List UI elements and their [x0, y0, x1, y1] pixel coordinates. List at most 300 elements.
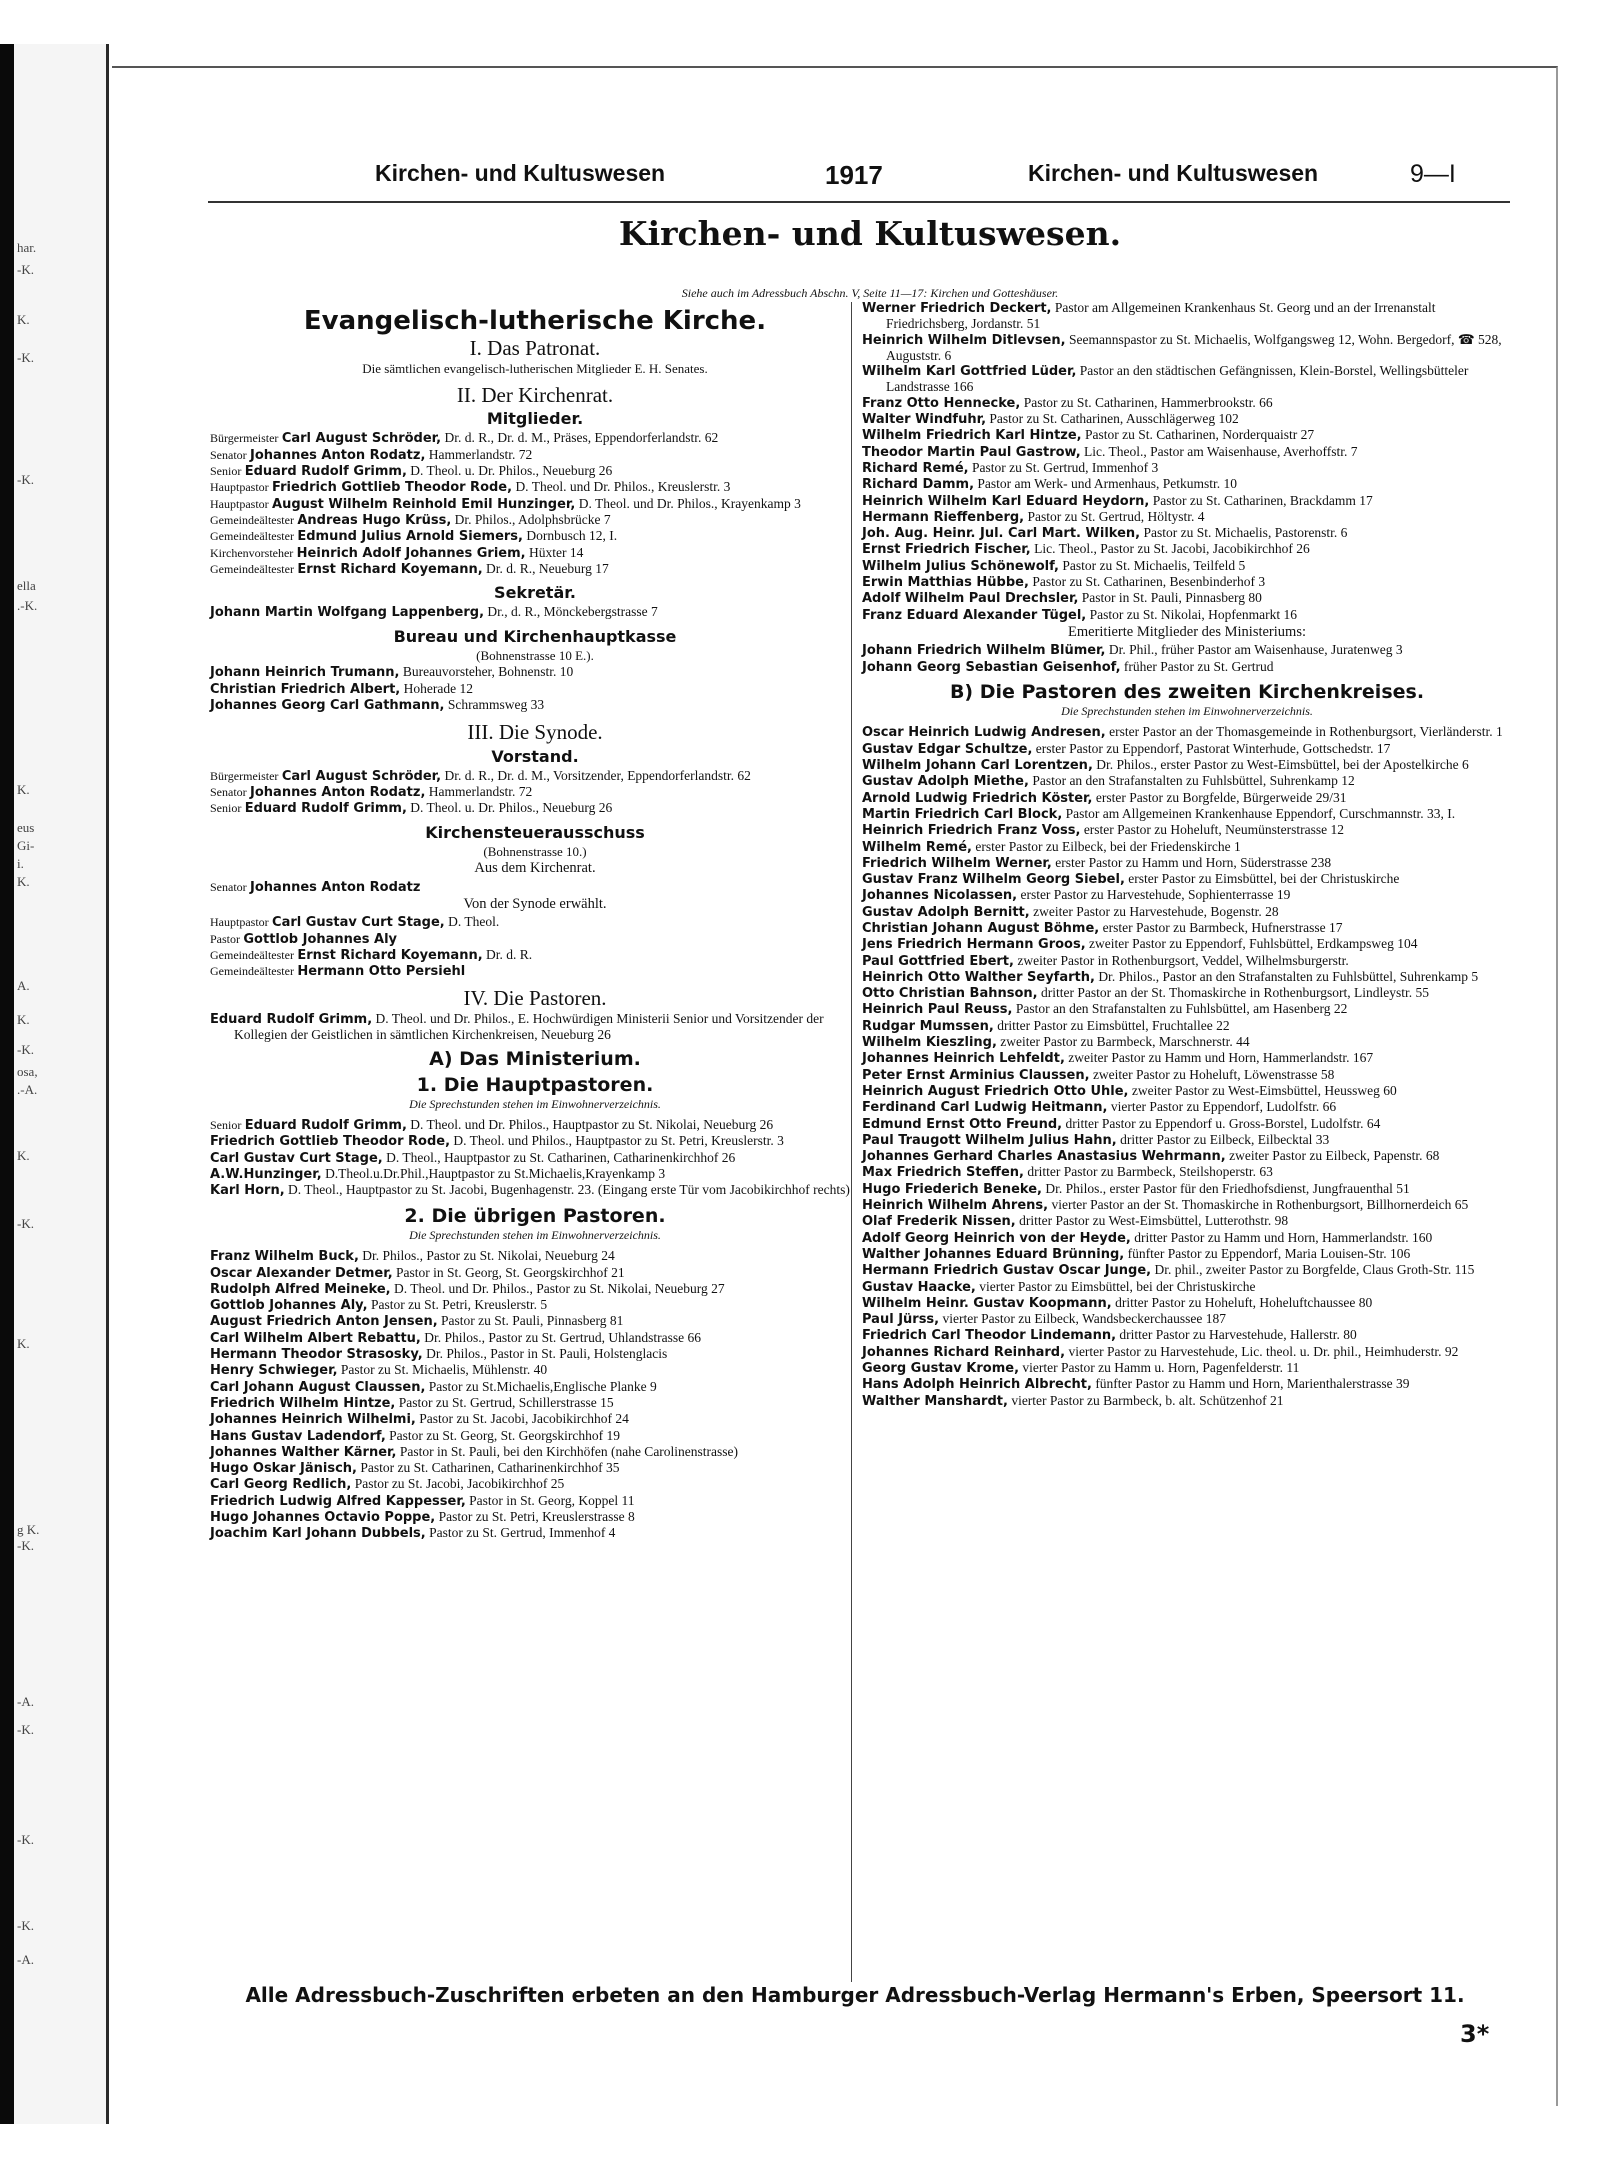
entry-name: Wilhelm Heinr. Gustav Koopmann,: [862, 1295, 1112, 1311]
directory-entry: [210, 1117, 860, 1133]
entry-name: Carl Gustav Curt Stage,: [272, 915, 445, 931]
entry-name: Oscar Heinrich Ludwig Andresen,: [862, 725, 1106, 741]
entry-details: Bureauvorsteher, Bohnenstr. 10: [402, 664, 574, 680]
entry-details: vierter Pastor zu Eimsbüttel, bei der Christuskirche: [979, 1278, 1256, 1294]
entry-name: Carl Johann August Claussen,: [210, 1379, 426, 1395]
entry-name: Walter Windfuhr,: [862, 412, 987, 428]
directory-entry: [210, 963, 860, 979]
entry-details: vierter Pastor zu Eilbeck, Wandsbeckerchaussee 187: [942, 1311, 1227, 1327]
part-description: Die sämtlichen evangelisch-lutherischen Mitglieder E. H. Senates.: [362, 360, 708, 376]
previous-page-fragment: -K.: [17, 350, 34, 365]
entry-name: Friedrich Wilhelm Hintze,: [210, 1395, 396, 1411]
entry-name: Rudolph Alfred Meineke,: [210, 1281, 391, 1297]
directory-entry: [210, 1330, 860, 1346]
directory-entry: [862, 1230, 1512, 1246]
part-heading: IV. Die Pastoren.: [463, 986, 607, 1011]
directory-entry: [210, 1493, 860, 1509]
directory-entry: [210, 1346, 860, 1362]
entry-details: zweiter Pastor zu West-Eimsbüttel, Heussweg 60: [1131, 1082, 1397, 1098]
previous-page-fragment: K.: [17, 312, 30, 327]
entry-details: erster Pastor zu Hamm und Horn, Süderstrasse 238: [1055, 854, 1332, 870]
entry-name: Johannes Walther Kärner,: [210, 1444, 397, 1460]
entry-name: Eduard Rudolf Grimm,: [244, 1118, 407, 1134]
directory-entry: [862, 558, 1512, 574]
entry-name: Johannes Heinrich Lehfeldt,: [862, 1051, 1065, 1067]
entry-details: fünfter Pastor zu Hamm und Horn, Marienthalerstrasse 39: [1095, 1376, 1410, 1392]
entry-name: Gustav Adolph Bernitt,: [862, 904, 1030, 920]
entry-name: Gustav Adolph Miethe,: [862, 774, 1029, 790]
entry-title: Senator: [210, 785, 247, 800]
previous-page-fragment: -K.: [17, 1918, 34, 1933]
directory-entry: [862, 332, 1512, 364]
entry-details: Dr. Philos., Pastor zu St. Gertrud, Uhlandstrasse 66: [424, 1329, 701, 1345]
entry-details: D. Theol., Hauptpastor zu St. Catharinen, Catharinenkirchhof 26: [386, 1149, 736, 1165]
entry-details: Pastor zu St. Petri, Kreuslerstr. 5: [370, 1297, 548, 1313]
directory-entry: [210, 1265, 860, 1281]
entry-title: Gemeindeältester: [210, 964, 294, 979]
directory-entry: [210, 697, 860, 713]
entry-name: Wilhelm Remé,: [862, 839, 972, 855]
entry-details: Pastor zu St. Michaelis, Mühlenstr. 40: [340, 1362, 548, 1378]
entry-name: Wilhelm Friedrich Karl Hintze,: [862, 428, 1082, 444]
entry-name: Gustav Haacke,: [862, 1279, 976, 1295]
entry-details: Pastor zu St. Catharinen, Norderquaistr 27: [1085, 427, 1315, 443]
part-heading: II. Der Kirchenrat.: [456, 382, 614, 407]
directory-entry: [862, 395, 1512, 411]
directory-entry: [862, 493, 1512, 509]
entry-name: Carl August Schröder,: [281, 768, 442, 784]
entry-details: dritter Pastor zu Barmbeck, Steilshoperstr. 63: [1027, 1164, 1273, 1180]
directory-entry: [862, 953, 1512, 969]
entry-name: Martin Friedrich Carl Block,: [862, 806, 1063, 822]
directory-entry: [862, 659, 1512, 675]
entry-name: Jens Friedrich Hermann Groos,: [862, 937, 1086, 953]
previous-page-fragment: -A.: [17, 1694, 34, 1709]
entry-name: Wilhelm Karl Gottfried Lüder,: [862, 364, 1077, 380]
directory-entry: [862, 300, 1512, 332]
entry-name: Carl Wilhelm Albert Rebattu,: [210, 1330, 421, 1346]
directory-entry: [862, 757, 1512, 773]
previous-page-fragment: -A.: [17, 1952, 34, 1967]
directory-entry: [862, 969, 1512, 985]
directory-entry: [210, 430, 860, 446]
header-rule: [208, 201, 1510, 203]
entry-name: Gustav Franz Wilhelm Georg Siebel,: [862, 872, 1125, 888]
entry-details: Dr., d. R., Mönckebergstrasse 7: [487, 604, 658, 620]
running-head-year: 1917: [825, 160, 883, 190]
entry-details: Hoherade 12: [403, 680, 473, 696]
directory-entry: [862, 1311, 1512, 1327]
entry-name: Hans Adolph Heinrich Albrecht,: [862, 1377, 1092, 1393]
directory-entry: [210, 681, 860, 697]
entry-name: August Friedrich Anton Jensen,: [210, 1314, 438, 1330]
entry-details: erster Pastor an der Thomasgemeinde in Rothenburgsort, Vierländerstr. 1: [1109, 724, 1503, 740]
entry-name: Johannes Nicolassen,: [862, 888, 1018, 904]
directory-entry: [862, 1001, 1512, 1017]
directory-entry: [862, 1197, 1512, 1213]
entry-details: Pastor zu St. Gertrud, Höltystr. 4: [1027, 508, 1205, 524]
directory-entry: [862, 590, 1512, 606]
directory-entry: [862, 1083, 1512, 1099]
entry-name: Eduard Rudolf Grimm,: [244, 464, 407, 480]
directory-entry: [862, 1116, 1512, 1132]
subsection-heading: Vorstand.: [491, 746, 579, 766]
entry-title: Hauptpastor: [210, 915, 269, 930]
directory-entry: [862, 985, 1512, 1001]
directory-entry: [210, 1011, 860, 1043]
entry-details: Dr. d. R., Neueburg 17: [486, 560, 609, 576]
entry-details: vierter Pastor zu Barmbeck, b. alt. Schützenhof 21: [1011, 1392, 1284, 1408]
entry-details: D. Theol. und Dr. Philos., E. Hochwürdigen Ministerii Senior und Vorsitzender der Kollegien der Geistlichen in sämtlichen Kirchenkreisen, Neueburg 26: [234, 1010, 824, 1042]
entry-details: Pastor zu St. Gertrud, Schillerstrasse 15: [398, 1394, 614, 1410]
entry-name: Ernst Richard Koyemann,: [297, 947, 483, 963]
directory-entry: [210, 768, 860, 784]
directory-entry: [210, 1362, 860, 1378]
previous-page-fragment: K.: [17, 1012, 30, 1027]
directory-entry: [862, 1099, 1512, 1115]
entry-name: Max Friedrich Steffen,: [862, 1165, 1024, 1181]
previous-page-fragment: .-K.: [17, 598, 38, 613]
entry-details: vierter Pastor an der St. Thomaskirche in Rothenburgsort, Billhornerdeich 65: [1051, 1197, 1469, 1213]
entry-title: Senator: [210, 879, 247, 894]
directory-entry: [862, 1393, 1512, 1409]
directory-entry: [862, 642, 1512, 658]
entry-details: Pastor zu St. Catharinen, Brackdamm 17: [1152, 492, 1373, 508]
directory-entry: [862, 1295, 1512, 1311]
directory-entry: [210, 463, 860, 479]
entry-name: Johannes Gerhard Charles Anastasius Wehrmann,: [862, 1149, 1226, 1165]
entry-name: Christian Friedrich Albert,: [210, 681, 401, 697]
directory-entry: [210, 1395, 860, 1411]
entry-title: Senior: [210, 801, 242, 816]
entry-name: Carl Georg Redlich,: [210, 1477, 352, 1493]
entry-name: August Wilhelm Reinhold Emil Hunzinger,: [272, 496, 576, 512]
entry-details: Pastor zu St. Michaelis, Pastorenstr. 6: [1143, 525, 1348, 541]
previous-page-fragment: g K.: [17, 1522, 40, 1537]
entry-name: Henry Schwieger,: [210, 1363, 338, 1379]
publisher-footer: Alle Adressbuch-Zuschriften erbeten an den Hamburger Adressbuch-Verlag Hermann's Erben, Speersort 11.: [245, 1983, 1465, 2007]
see-also-note: Siehe auch im Adressbuch Abschn. V, Seite 11—17: Kirchen und Gotteshäuser.: [681, 286, 1059, 300]
entry-name: Walther Johannes Eduard Brünning,: [862, 1246, 1125, 1262]
entry-name: Hugo Johannes Octavio Poppe,: [210, 1510, 436, 1525]
entry-details: Pastor am Allgemeinen Krankenhause Eppendorf, Curschmannstr. 33, I.: [1065, 805, 1456, 821]
entry-name: Gottlob Johannes Aly,: [210, 1298, 368, 1314]
directory-entry: [210, 447, 860, 463]
entry-details: Lic. Theol., Pastor am Waisenhause, Averhoffstr. 7: [1084, 443, 1358, 459]
directory-entry: [862, 871, 1512, 887]
previous-page-fragment: K.: [17, 782, 30, 797]
directory-entry: [862, 1279, 1512, 1295]
directory-entry: [210, 1411, 860, 1427]
subsection-heading: Bureau und Kirchenhauptkasse: [393, 626, 677, 646]
entry-name: Johannes Anton Rodatz,: [250, 785, 426, 801]
entry-name: Eduard Rudolf Grimm,: [244, 801, 407, 817]
entry-details: erster Pastor zu Eilbeck, bei der Friedenskirche 1: [975, 838, 1241, 854]
entry-name: Eduard Rudolf Grimm,: [210, 1011, 373, 1027]
entry-name: Hermann Friedrich Gustav Oscar Junge,: [862, 1263, 1152, 1279]
entry-name: Paul Traugott Wilhelm Julius Hahn,: [862, 1132, 1117, 1148]
entry-details: Pastor zu St. Nikolai, Hopfenmarkt 16: [1089, 606, 1297, 622]
entry-details: Dr. Phil., früher Pastor am Waisenhause, Juratenweg 3: [1108, 642, 1403, 658]
directory-entry: [210, 604, 860, 620]
part-heading: III. Die Synode.: [467, 720, 603, 745]
entry-title: Gemeindeältester: [210, 947, 294, 962]
previous-page-fragment: K.: [17, 1336, 30, 1351]
entry-name: Theodor Martin Paul Gastrow,: [862, 444, 1081, 460]
directory-entry: [862, 920, 1512, 936]
entry-name: Ernst Friedrich Fischer,: [862, 542, 1031, 558]
directory-entry: [210, 512, 860, 528]
entry-details: Pastor an den Strafanstalten zu Fuhlsbüttel, am Hasenberg 22: [1015, 1001, 1348, 1017]
entry-details: Pastor in St. Georg, St. Georgskirchhof 21: [396, 1264, 625, 1280]
entry-name: Joh. Aug. Heinr. Jul. Carl Mart. Wilken,: [862, 526, 1141, 542]
entry-details: Hüxter 14: [528, 544, 584, 560]
entry-name: Hermann Rieffenberg,: [862, 509, 1025, 525]
directory-entry: [210, 1133, 860, 1149]
entry-name: Johann Heinrich Trumann,: [210, 665, 400, 681]
entry-details: Hammerlandstr. 72: [428, 784, 533, 800]
entry-name: Friedrich Ludwig Alfred Kappesser,: [210, 1493, 466, 1509]
entry-details: Hammerlandstr. 72: [428, 446, 533, 462]
entry-name: Rudgar Mumssen,: [862, 1018, 994, 1034]
entry-name: Johannes Heinrich Wilhelmi,: [210, 1412, 416, 1428]
entry-details: Dr. Philos., Pastor in St. Pauli, Holstenglacis: [426, 1346, 668, 1362]
centered-caption: Von der Synode erwählt.: [463, 895, 607, 912]
entry-name: Joachim Karl Johann Dubbels,: [210, 1526, 426, 1542]
previous-page-fragment: Gi-: [17, 838, 35, 853]
part-heading: I. Das Patronat.: [469, 336, 601, 361]
entry-name: Johann Martin Wolfgang Lappenberg,: [210, 605, 485, 621]
entry-name: Friedrich Wilhelm Werner,: [862, 855, 1052, 871]
entry-details: Dr. d. R., Dr. d. M., Präses, Eppendorferlandstr. 62: [444, 430, 719, 446]
entry-name: Heinrich Wilhelm Ahrens,: [862, 1198, 1049, 1214]
directory-entry: [210, 1460, 860, 1476]
directory-entry: [210, 1313, 860, 1329]
entry-details: erster Pastor zu Borgfelde, Bürgerweide 29/31: [1095, 789, 1347, 805]
entry-details: Dr. Philos., erster Pastor zu West-Eimsbüttel, bei der Apostelkirche 6: [1096, 757, 1469, 773]
entry-title: Bürgermeister: [210, 768, 279, 783]
entry-details: D. Theol. und Dr. Philos., Kreuslerstr. 3: [515, 479, 731, 495]
entry-name: Hermann Theodor Strasosky,: [210, 1347, 423, 1363]
entry-details: Pastor zu St.Michaelis,Englische Planke 9: [428, 1378, 657, 1394]
directory-entry: [210, 947, 860, 963]
directory-entry: [210, 1248, 860, 1264]
entry-name: Johannes Georg Carl Gathmann,: [210, 697, 445, 713]
italic-note: Die Sprechstunden stehen im Einwohnerverzeichnis.: [409, 1227, 661, 1242]
entry-details: D. Theol. und Dr. Philos., Pastor zu St. Nikolai, Neueburg 27: [394, 1280, 725, 1296]
entry-name: Adolf Wilhelm Paul Drechsler,: [862, 591, 1079, 607]
directory-entry: [210, 561, 860, 577]
entry-details: D. Theol. und Dr. Philos., Krayenkamp 3: [578, 495, 801, 511]
entry-details: Pastor zu St. Petri, Kreuslerstrasse 8: [438, 1509, 635, 1524]
page-signature: 3*: [1460, 2020, 1490, 2048]
entry-details: zweiter Pastor zu Hoheluft, Löwenstrasse 58: [1092, 1066, 1335, 1082]
entry-name: Christian Johann August Böhme,: [862, 920, 1100, 936]
directory-entry: [862, 541, 1512, 557]
entry-details: dritter Pastor zu Eilbeck, Eilbecktal 33: [1120, 1131, 1330, 1147]
entry-name: Franz Eduard Alexander Tügel,: [862, 607, 1087, 623]
directory-entry: [210, 931, 860, 947]
entry-details: zweiter Pastor zu Harvestehude, Bogenstr. 28: [1033, 903, 1279, 919]
entry-details: Schrammsweg 33: [447, 696, 545, 712]
italic-note: Die Sprechstunden stehen im Einwohnerverzeichnis.: [409, 1096, 661, 1111]
entry-details: Dr. Philos., erster Pastor für den Friedhofsdienst, Jungfrauenthal 51: [1045, 1180, 1410, 1196]
entry-name: Edmund Julius Arnold Siemers,: [297, 529, 523, 545]
entry-details: Pastor in St. Pauli, Pinnasberg 80: [1081, 590, 1262, 606]
entry-title: Gemeindeältester: [210, 561, 294, 576]
directory-entry: [210, 1509, 860, 1525]
entry-name: Walther Manshardt,: [862, 1393, 1008, 1409]
entry-details: Pastor am Werk- und Armenhaus, Petkumstr. 10: [977, 476, 1238, 492]
entry-name: Andreas Hugo Krüss,: [297, 512, 452, 528]
directory-entry: [210, 1281, 860, 1297]
directory-entry: [210, 800, 860, 816]
previous-page-fragment: -K.: [17, 1722, 34, 1737]
directory-entry: [862, 773, 1512, 789]
entry-details: Pastor zu St. Gertrud, Immenhof 3: [971, 459, 1159, 475]
entry-details: Dr. phil., zweiter Pastor zu Borgfelde, Claus Groth-Str. 115: [1154, 1262, 1475, 1278]
entry-name: Wilhelm Julius Schönewolf,: [862, 558, 1059, 574]
entry-details: Pastor zu St. Jacobi, Jacobikirchhof 24: [419, 1411, 629, 1427]
entry-name: Richard Damm,: [862, 477, 975, 493]
directory-entry: [210, 784, 860, 800]
directory-entry: [862, 1376, 1512, 1392]
entry-details: Seemannspastor zu St. Michaelis, Wolfgangsweg 12, Wohn. Bergedorf, ☎ 528, Auguststr. 6: [886, 331, 1502, 363]
directory-entry: [862, 904, 1512, 920]
entry-title: Gemeindeältester: [210, 529, 294, 544]
directory-entry: [210, 1297, 860, 1313]
directory-entry: [210, 664, 860, 680]
directory-entry: [862, 476, 1512, 492]
entry-name: Heinrich Adolf Johannes Griem,: [296, 545, 526, 561]
entry-details: zweiter Pastor zu Hamm und Horn, Hammerlandstr. 167: [1068, 1050, 1374, 1066]
directory-entry: [862, 460, 1512, 476]
entry-name: Johann Georg Sebastian Geisenhof,: [862, 659, 1121, 675]
entry-name: Carl August Schröder,: [281, 431, 442, 447]
entry-details: Pastor zu St. Michaelis, Teilfeld 5: [1062, 557, 1246, 573]
previous-page-fragment: eus: [17, 820, 35, 835]
entry-details: Dr. Philos., Pastor an den Strafanstalten zu Fuhlsbüttel, Suhrenkamp 5: [1098, 968, 1479, 984]
directory-entry: [862, 607, 1512, 623]
entry-details: D. Theol. u. Dr. Philos., Neueburg 26: [410, 800, 613, 816]
entry-name: Friedrich Gottlieb Theodor Rode,: [272, 480, 513, 496]
directory-entry: [210, 1166, 860, 1182]
directory-entry: [862, 411, 1512, 427]
directory-entry: [862, 1360, 1512, 1376]
previous-page-fragment: ella: [17, 578, 36, 593]
directory-entry: [210, 914, 860, 930]
previous-page-fragment: K.: [17, 874, 30, 889]
binding-edge: [0, 44, 14, 2124]
entry-name: Franz Otto Hennecke,: [862, 395, 1021, 411]
directory-entry: [210, 479, 860, 495]
entry-details: Pastor zu St. Catharinen, Besenbinderhof 3: [1032, 574, 1266, 590]
directory-entry: [862, 855, 1512, 871]
entry-name: Johannes Anton Rodatz: [250, 879, 421, 895]
subsection-heading: A) Das Ministerium.: [429, 1048, 641, 1071]
entry-name: Richard Remé,: [862, 460, 969, 476]
entry-name: Olaf Frederik Nissen,: [862, 1214, 1016, 1230]
entry-title: Gemeindeältester: [210, 512, 294, 527]
left-column: [210, 300, 860, 1542]
entry-details: zweiter Pastor in Rothenburgsort, Veddel, Wilhelmsburgerstr.: [1017, 952, 1349, 968]
previous-page-fragment: A.: [17, 978, 30, 993]
entry-details: D. Theol. u. Dr. Philos., Neueburg 26: [410, 463, 613, 479]
directory-entry: [210, 496, 860, 512]
directory-entry: [862, 1067, 1512, 1083]
entry-name: Hugo Oskar Jänisch,: [210, 1461, 357, 1477]
entry-details: Pastor zu St. Pauli, Pinnasberg 81: [441, 1313, 624, 1329]
entry-name: Otto Christian Bahnson,: [862, 986, 1038, 1002]
directory-entry: [210, 1476, 860, 1492]
previous-page-fragment: -K.: [17, 1042, 34, 1057]
entry-details: Dornbusch 12, I.: [526, 528, 618, 544]
entry-name: Wilhelm Kieszling,: [862, 1035, 997, 1051]
subsection-heading: 1. Die Hauptpastoren.: [416, 1073, 654, 1096]
entry-details: erster Pastor zu Harvestehude, Sophienterrasse 19: [1020, 887, 1291, 903]
entry-details: D. Theol.: [448, 914, 500, 930]
directory-entry: [862, 1050, 1512, 1066]
entry-name: Oscar Alexander Detmer,: [210, 1265, 393, 1281]
centered-address: (Bohnenstrasse 10 E.).: [476, 648, 594, 664]
centered-address: (Bohnenstrasse 10.): [483, 844, 587, 860]
directory-entry: [862, 839, 1512, 855]
directory-entry: [862, 936, 1512, 952]
entry-details: Pastor an den Strafanstalten zu Fuhlsbüttel, Suhrenkamp 12: [1032, 773, 1355, 789]
previous-page-fragment: K.: [17, 1148, 30, 1163]
entry-title: Senator: [210, 447, 247, 462]
directory-entry: [862, 790, 1512, 806]
directory-entry: [210, 545, 860, 561]
entry-details: Pastor zu St. Catharinen, Ausschlägerweg 102: [989, 411, 1239, 427]
entry-details: zweiter Pastor zu Eppendorf, Fuhlsbüttel, Erdkampsweg 104: [1089, 936, 1418, 952]
entry-details: Pastor zu St. Jacobi, Jacobikirchhof 25: [354, 1476, 565, 1492]
directory-entry: [862, 1262, 1512, 1278]
directory-entry: [862, 574, 1512, 590]
entry-details: dritter Pastor zu Hoheluft, Hoheluftchaussee 80: [1115, 1294, 1373, 1310]
entry-details: Pastor am Allgemeinen Krankenhaus St. Georg und an der Irrenanstalt Friedrichsberg, Jordanstr. 51: [886, 300, 1436, 332]
directory-entry: [210, 1182, 860, 1198]
directory-entry: [862, 741, 1512, 757]
entry-details: dritter Pastor zu Hamm und Horn, Hammerlandstr. 160: [1134, 1229, 1433, 1245]
directory-entry: [862, 1132, 1512, 1148]
entry-name: Paul Gottfried Ebert,: [862, 953, 1014, 969]
entry-details: Pastor zu St. Gertrud, Immenhof 4: [429, 1525, 616, 1541]
entry-details: dritter Pastor zu Harvestehude, Hallerstr. 80: [1119, 1327, 1357, 1343]
entry-title: Hauptpastor: [210, 496, 269, 511]
directory-entry: [862, 509, 1512, 525]
entry-details: D. Theol., Hauptpastor zu St. Jacobi, Bugenhagenstr. 23. (Eingang erste Tür vom Jacobikirchhof rechts): [288, 1182, 850, 1198]
entry-details: Pastor in St. Georg, Koppel 11: [469, 1492, 635, 1508]
entry-name: Peter Ernst Arminius Claussen,: [862, 1067, 1090, 1083]
directory-entry: [210, 879, 860, 895]
entry-details: früher Pastor zu St. Gertrud: [1123, 658, 1274, 674]
directory-entry: [862, 525, 1512, 541]
running-head-right: Kirchen- und Kultuswesen: [1028, 160, 1319, 186]
subsection-heading: Mitglieder.: [486, 409, 584, 429]
entry-details: erster Pastor zu Eppendorf, Pastorat Winterhude, Gottschedstr. 17: [1035, 740, 1391, 756]
entry-details: erster Pastor zu Barmbeck, Hufnerstrasse 17: [1102, 919, 1343, 935]
entry-name: Wilhelm Johann Carl Lorentzen,: [862, 758, 1093, 774]
directory-entry: [862, 1344, 1512, 1360]
entry-name: Johannes Richard Reinhard,: [862, 1344, 1066, 1360]
entry-title: Hauptpastor: [210, 480, 269, 495]
entry-title: Pastor: [210, 931, 240, 946]
directory-entry: [862, 724, 1512, 740]
entry-title: Bürgermeister: [210, 431, 279, 446]
entry-details: Pastor zu St. Georg, St. Georgskirchhof 19: [389, 1427, 621, 1443]
entry-details: erster Pastor zu Eimsbüttel, bei der Christuskirche: [1128, 871, 1400, 887]
